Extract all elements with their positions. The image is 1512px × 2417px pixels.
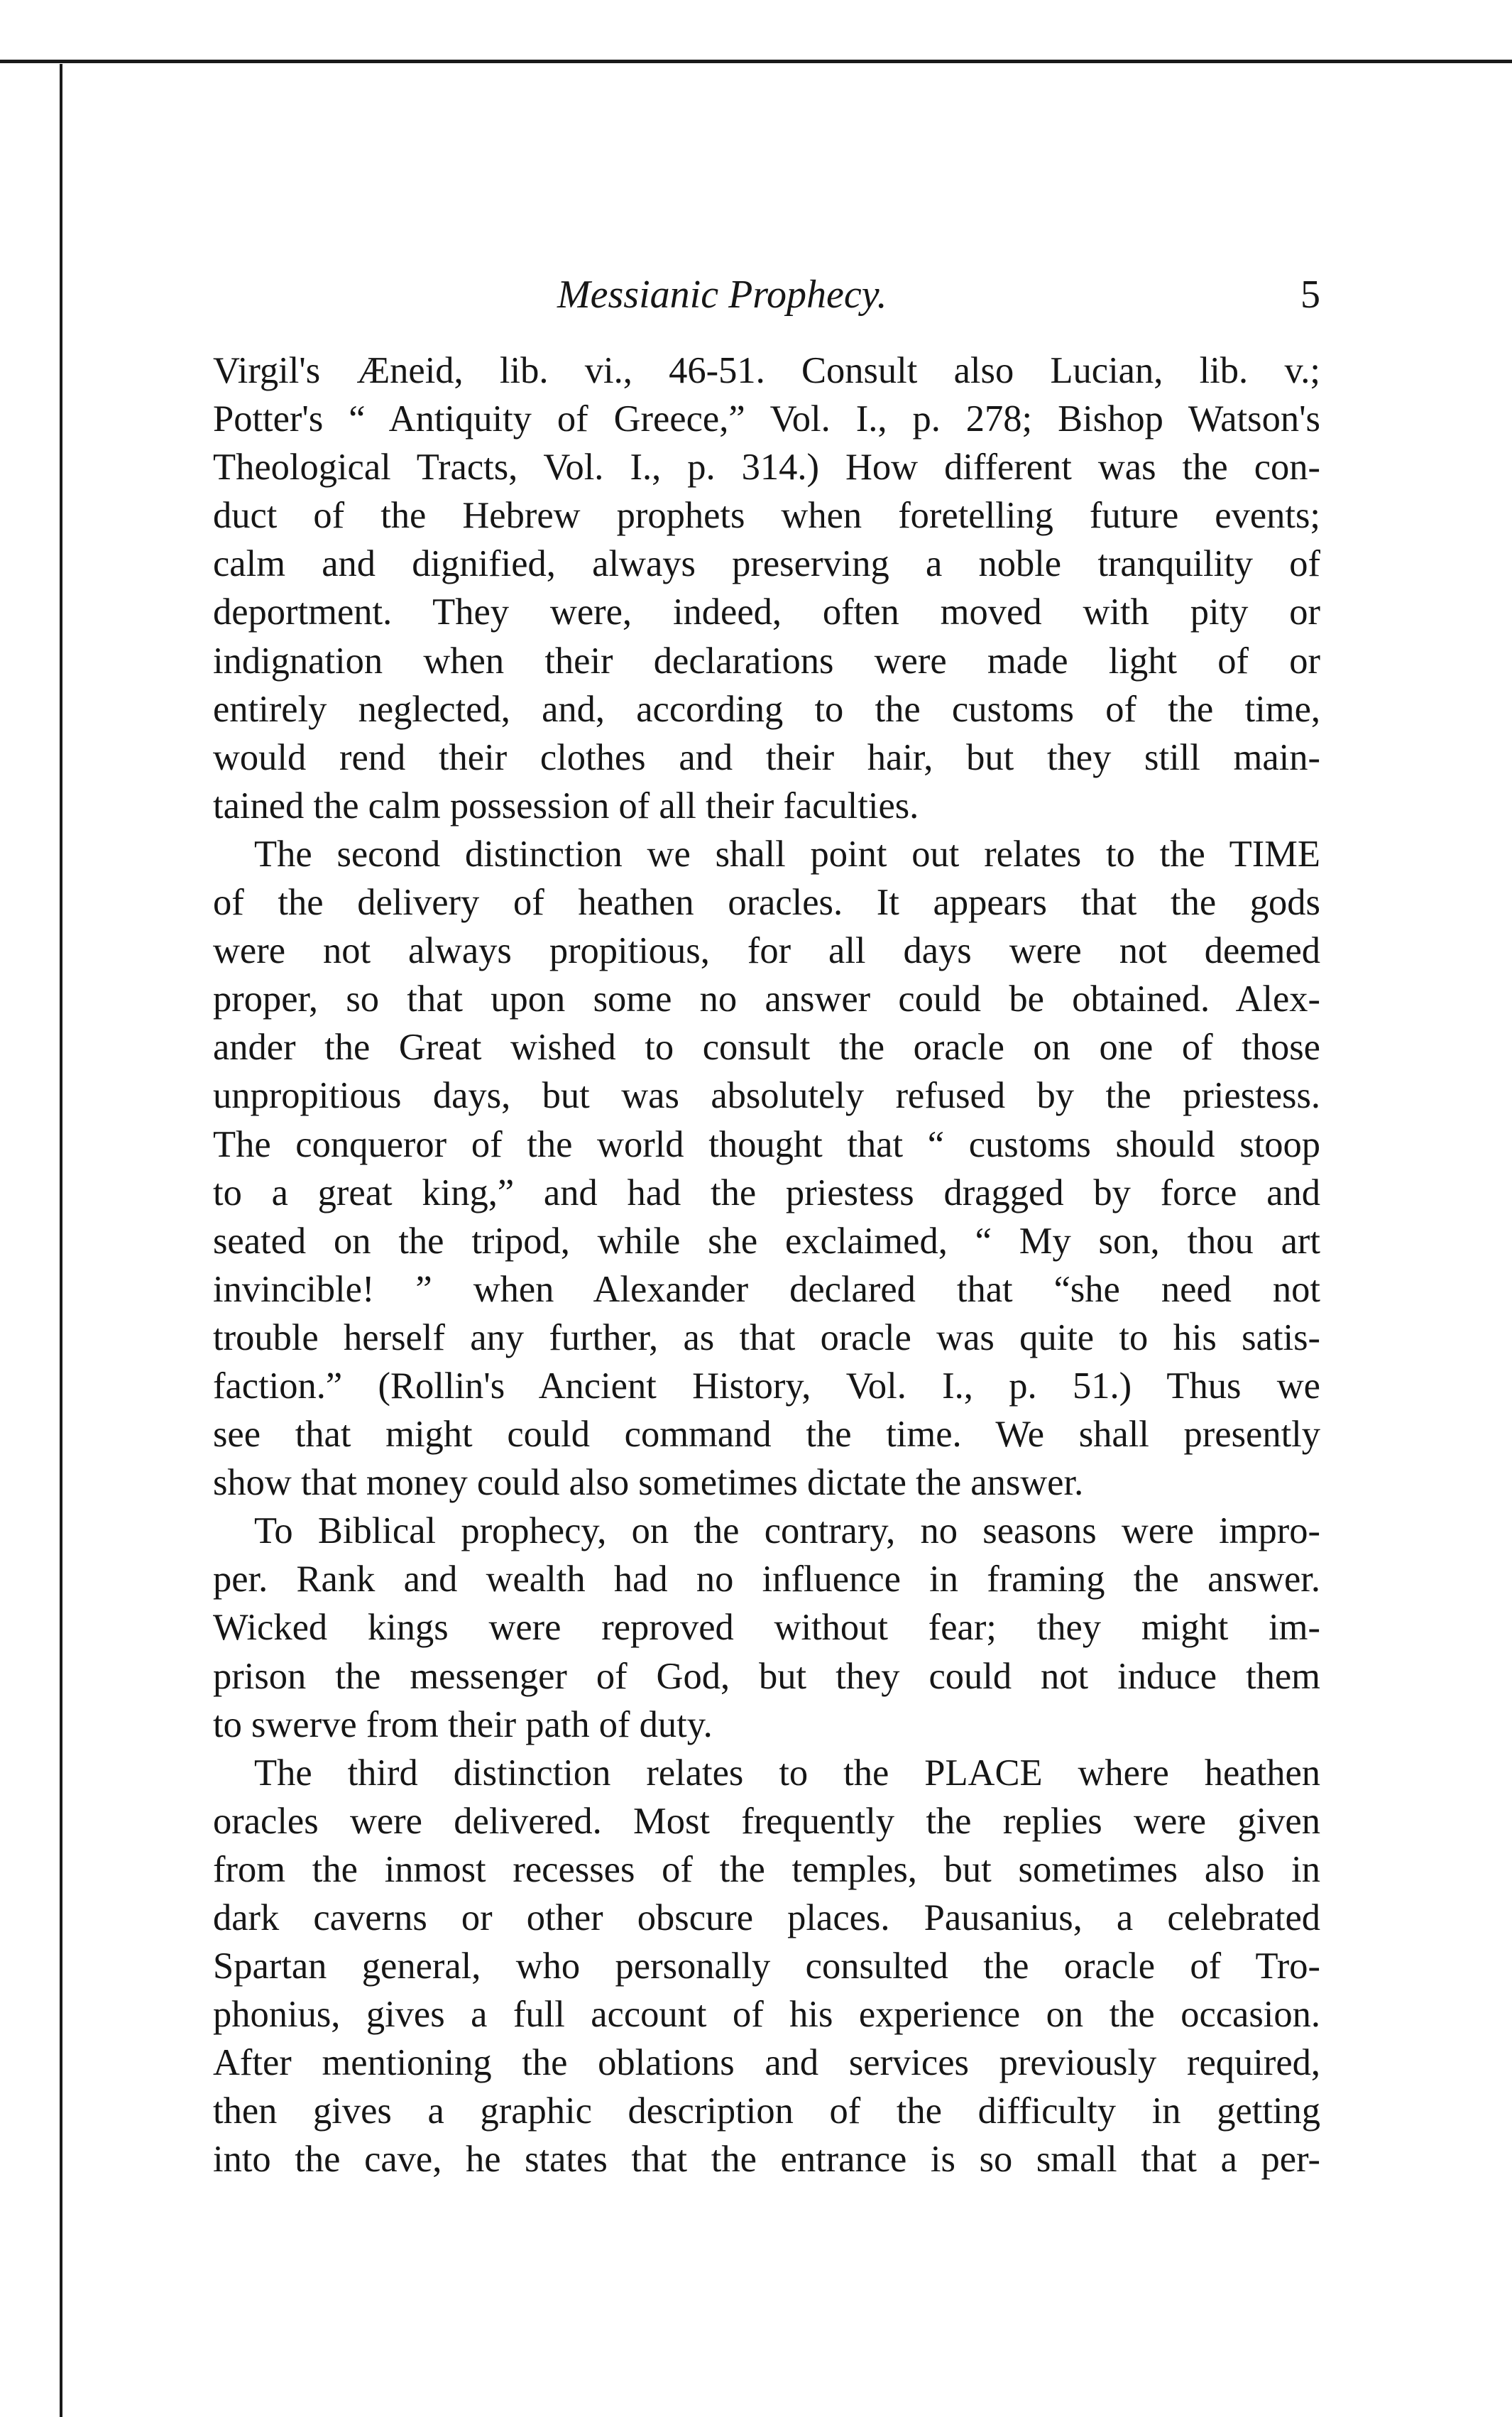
text-line: were not always propitious, for all days were not deemed: [213, 930, 1320, 972]
text-line: The conqueror of the world thought that “ customs should stoop: [213, 1123, 1320, 1165]
text-line: deportment. They were, indeed, often moved with pity or: [213, 591, 1320, 633]
page-number: 5: [1300, 273, 1320, 317]
text-line: indignation when their declarations were made light of or: [213, 640, 1320, 682]
text-line: After mentioning the oblations and services previously required,: [213, 2042, 1320, 2084]
paragraph: [213, 347, 1320, 830]
text-line: proper, so that upon some no answer could be obtained. Alex-: [213, 978, 1320, 1020]
paragraph: [213, 1507, 1320, 1748]
text-line: invincible! ” when Alexander declared that “she need not: [213, 1268, 1320, 1310]
text-line: Spartan general, who personally consulted the oracle of Tro-: [213, 1946, 1320, 1987]
text-line: To Biblical prophecy, on the contrary, no seasons were impro-: [254, 1510, 1320, 1552]
text-line: ander the Great wished to consult the oracle on one of those: [213, 1027, 1320, 1069]
text-line: faction.” (Rollin's Ancient History, Vol. I., p. 51.) Thus we: [213, 1365, 1320, 1407]
text-line: The second distinction we shall point out relates to the TIME: [254, 833, 1320, 875]
page-body: [213, 347, 1320, 2184]
text-line: per. Rank and wealth had no influence in framing the answer.: [213, 1559, 1320, 1600]
left-margin-rule: [60, 64, 62, 2417]
text-line: phonius, gives a full account of his experience on the occasion.: [213, 1994, 1320, 2036]
text-line: Theological Tracts, Vol. I., p. 314.) How different was the con-: [213, 447, 1320, 489]
text-line: prison the messenger of God, but they could not induce them: [213, 1655, 1320, 1697]
text-line: dark caverns or other obscure places. Pausanius, a celebrated: [213, 1897, 1320, 1938]
text-line: duct of the Hebrew prophets when foretelling future events;: [213, 495, 1320, 537]
text-line: entirely neglected, and, according to the customs of the time,: [213, 688, 1320, 730]
text-line: see that might could command the time. We shall presently: [213, 1414, 1320, 1456]
text-line: into the cave, he states that the entrance is so small that a per-: [213, 2139, 1320, 2181]
text-line: Wicked kings were reproved without fear; they might im-: [213, 1607, 1320, 1649]
text-line: of the delivery of heathen oracles. It appears that the gods: [213, 882, 1320, 924]
text-line: The third distinction relates to the PLACE where heathen: [254, 1752, 1320, 1794]
text-line: would rend their clothes and their hair, but they still main-: [213, 736, 1320, 778]
text-line: from the inmost recesses of the temples, but sometimes also in: [213, 1848, 1320, 1890]
text-line: then gives a graphic description of the difficulty in getting: [213, 2090, 1320, 2132]
paragraph: [213, 830, 1320, 1507]
text-line: unpropitious days, but was absolutely refused by the priestess.: [213, 1075, 1320, 1117]
page-header: [213, 263, 1320, 327]
running-title: Messianic Prophecy.: [557, 273, 887, 317]
text-line: calm and dignified, always preserving a noble tranquility of: [213, 543, 1320, 585]
text-line: oracles were delivered. Most frequently the replies were given: [213, 1800, 1320, 1842]
text-line: to a great king,” and had the priestess dragged by force and: [213, 1172, 1320, 1213]
text-line: to swerve from their path of duty.: [213, 1703, 713, 1745]
paragraph: [213, 1749, 1320, 2184]
text-line: Virgil's Æneid, lib. vi., 46-51. Consult also Lucian, lib. v.;: [213, 350, 1320, 391]
text-line: tained the calm possession of all their faculties.: [213, 785, 919, 826]
top-edge-rule: [0, 60, 1512, 63]
text-line: trouble herself any further, as that oracle was quite to his satis-: [213, 1316, 1320, 1358]
text-line: Potter's “ Antiquity of Greece,” Vol. I., p. 278; Bishop Watson's: [213, 398, 1320, 440]
text-line: seated on the tripod, while she exclaimed, “ My son, thou art: [213, 1220, 1320, 1262]
text-line: show that money could also sometimes dictate the answer.: [213, 1462, 1084, 1504]
